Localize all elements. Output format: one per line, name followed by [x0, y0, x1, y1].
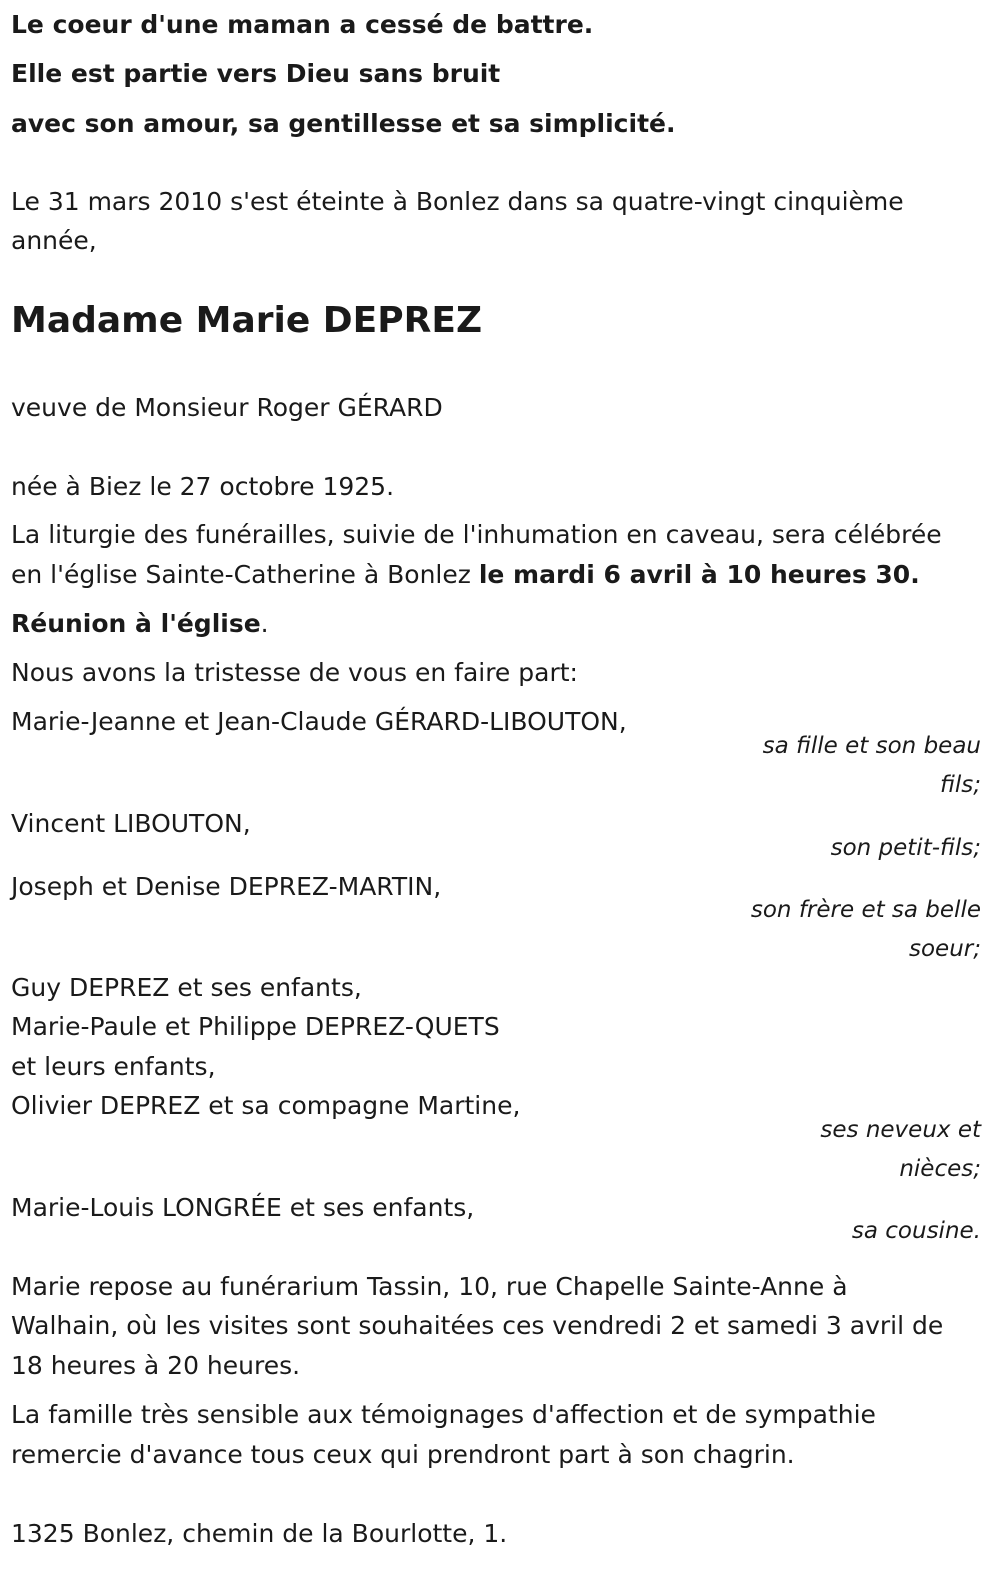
family-relation: soeur;	[909, 936, 981, 962]
poem-line-1: Le coeur d'une maman a cessé de battre.	[11, 10, 594, 39]
family-member-name: et leurs enfants,	[11, 1052, 216, 1081]
funerarium-line-2: Walhain, où les visites sont souhaitées ces vendredi 2 et samedi 3 avril de	[11, 1311, 944, 1340]
family-member-name: Marie-Louis LONGRÉE et ses enfants,	[11, 1193, 475, 1222]
family-relation: nièces;	[899, 1156, 981, 1182]
intro-line-1: Le 31 mars 2010 s'est éteinte à Bonlez dans sa quatre-vingt cinquième	[11, 187, 904, 216]
family-member-name: Marie-Jeanne et Jean-Claude GÉRARD-LIBOUTON,	[11, 707, 627, 736]
widow-of: veuve de Monsieur Roger GÉRARD	[11, 393, 443, 422]
family-relation: sa cousine.	[851, 1218, 981, 1244]
announcement: Nous avons la tristesse de vous en faire part:	[11, 658, 578, 687]
family-relation: ses neveux et	[820, 1117, 981, 1143]
meeting-punctuation: .	[260, 609, 269, 638]
liturgy-line-2	[11, 560, 920, 590]
family-member-name: Olivier DEPREZ et sa compagne Martine,	[11, 1091, 521, 1120]
poem-line-3: avec son amour, sa gentillesse et sa simplicité.	[11, 109, 676, 138]
family-relation: son petit-fils;	[830, 835, 981, 861]
liturgy-line-1: La liturgie des funérailles, suivie de l'inhumation en caveau, sera célébrée	[11, 520, 942, 549]
liturgy-location: en l'église Sainte-Catherine à Bonlez	[11, 560, 479, 589]
family-relation: sa fille et son beau	[762, 733, 981, 759]
funerarium-line-3: 18 heures à 20 heures.	[11, 1351, 301, 1380]
thanks-line-1: La famille très sensible aux témoignages d'affection et de sympathie	[11, 1400, 876, 1429]
birth-info: née à Biez le 27 octobre 1925.	[11, 472, 395, 501]
funerarium-line-1: Marie repose au funérarium Tassin, 10, rue Chapelle Sainte-Anne à	[11, 1272, 848, 1301]
family-member-name: Guy DEPREZ et ses enfants,	[11, 973, 362, 1002]
thanks-line-2: remercie d'avance tous ceux qui prendront part à son chagrin.	[11, 1440, 795, 1469]
liturgy-datetime: le mardi 6 avril à 10 heures 30.	[478, 560, 920, 589]
family-relation: son frère et sa belle	[750, 897, 981, 923]
family-address: 1325 Bonlez, chemin de la Bourlotte, 1.	[11, 1519, 508, 1548]
family-member-name: Vincent LIBOUTON,	[11, 809, 251, 838]
deceased-name: Madame Marie DEPREZ	[11, 300, 483, 341]
family-member-name: Marie-Paule et Philippe DEPREZ-QUETS	[11, 1012, 500, 1041]
meeting-line	[11, 609, 269, 639]
family-relation: fils;	[940, 772, 981, 798]
meeting-place: Réunion à l'église	[11, 609, 261, 638]
intro-line-2: année,	[11, 226, 97, 255]
family-member-name: Joseph et Denise DEPREZ-MARTIN,	[11, 872, 442, 901]
poem-line-2: Elle est partie vers Dieu sans bruit	[11, 59, 501, 88]
